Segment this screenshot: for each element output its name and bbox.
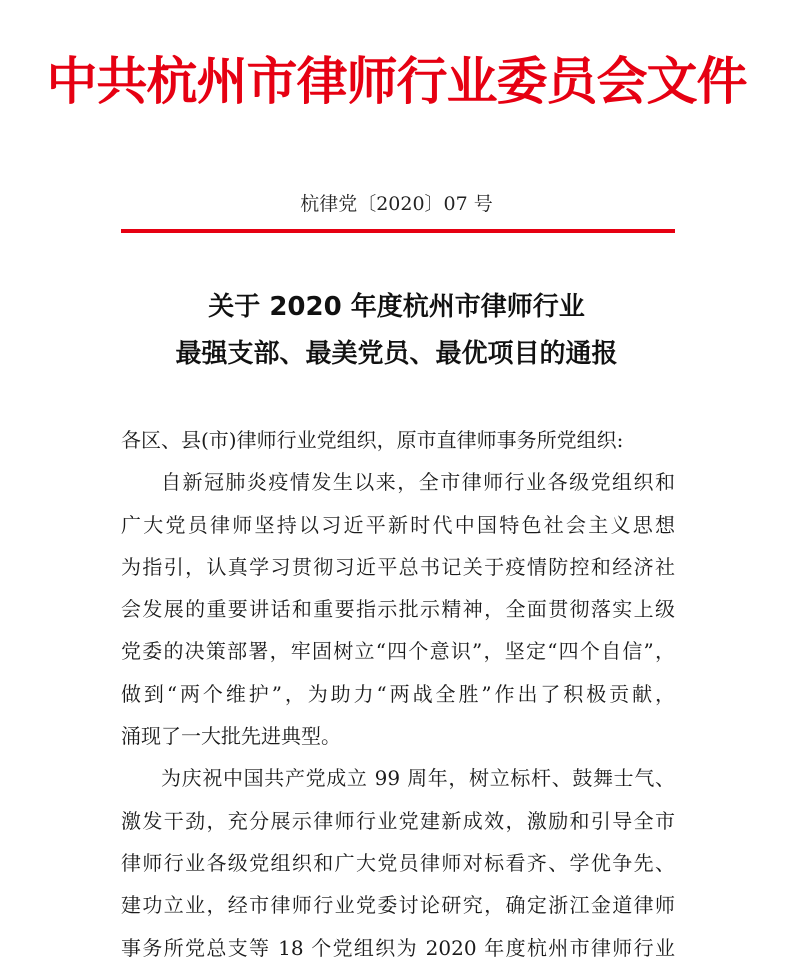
body-line: 律师行业各级党组织和广大党员律师对标看齐、学优争先、	[121, 850, 675, 875]
notice-title-line-2: 最强支部、最美党员、最优项目的通报	[175, 339, 618, 369]
document-number: 杭律党〔2020〕07 号	[300, 193, 493, 215]
masthead-title: 中共杭州市律师行业委员会文件	[46, 53, 747, 112]
notice-body	[121, 419, 675, 969]
body-line: 自新冠肺炎疫情发生以来，全市律师行业各级党组织和	[161, 470, 675, 495]
notice-title-line-1: 关于 2020 年度杭州市律师行业	[208, 292, 585, 322]
body-line: 涌现了一大批先进典型。	[121, 724, 341, 749]
body-line: 为庆祝中国共产党成立 99 周年，树立标杆、鼓舞士气、	[161, 766, 675, 791]
salutation-line: 各区、县(市)律师行业党组织，原市直律师事务所党组织:	[121, 428, 624, 452]
body-line: 党委的决策部署，牢固树立“四个意识”，坚定“四个自信”，	[121, 639, 675, 664]
body-line: 激发干劲，充分展示律师行业党建新成效，激励和引导全市	[121, 808, 675, 833]
body-line: 做到“两个维护”，为助力“两战全胜”作出了积极贡献，	[121, 681, 675, 706]
body-line: 为指引，认真学习贯彻习近平总书记关于疫情防控和经济社	[121, 554, 675, 579]
body-line: 广大党员律师坚持以习近平新时代中国特色社会主义思想	[121, 512, 675, 537]
body-line: 事务所党总支等 18 个党组织为 2020 年度杭州市律师行业	[121, 935, 675, 960]
body-line: 会发展的重要讲话和重要指示批示精神，全面贯彻落实上级	[121, 597, 675, 622]
red-divider-line	[121, 229, 675, 233]
body-line: 建功立业，经市律师行业党委讨论研究，确定浙江金道律师	[121, 893, 675, 918]
